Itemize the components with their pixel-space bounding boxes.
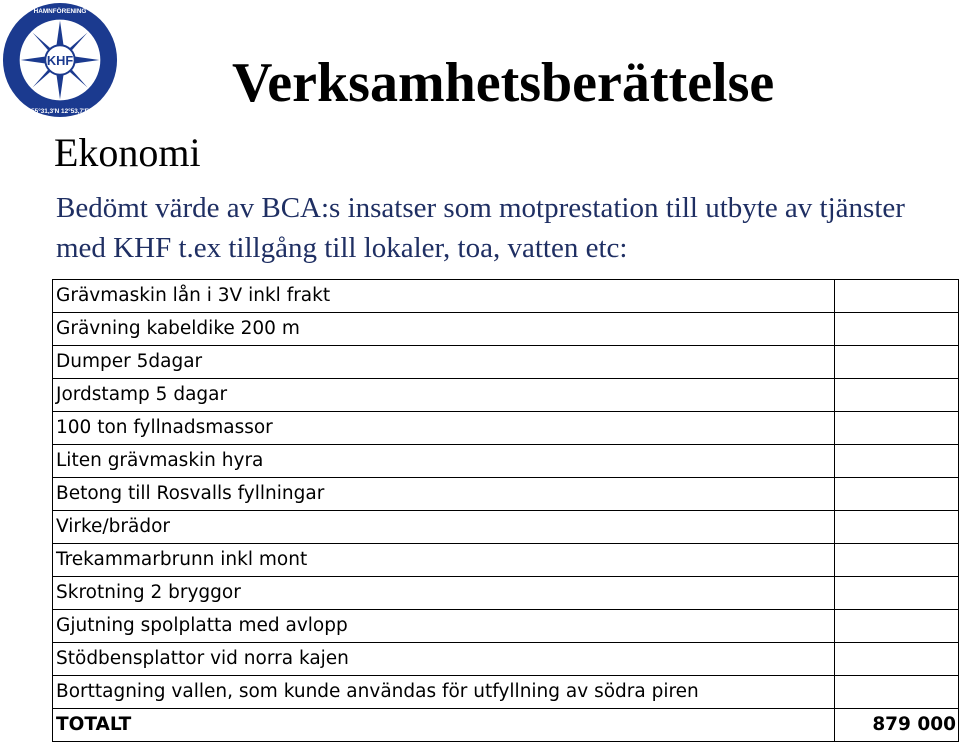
intro-text: Bedömt värde av BCA:s insatser som motprestation till utbyte av tjänster med KHF t.ex tillgång till lokaler, toa, vatten etc:	[56, 192, 905, 264]
value-cell	[835, 610, 959, 643]
total-label: TOTALT	[53, 709, 835, 742]
total-value: 879 000	[835, 709, 959, 742]
item-cell: Borttagning vallen, som kunde användas för utfyllning av södra piren	[53, 676, 835, 709]
value-cell	[835, 478, 959, 511]
value-cell	[835, 544, 959, 577]
svg-text:55°31,3'N 12°53,7'E: 55°31,3'N 12°53,7'E	[31, 108, 89, 116]
value-cell	[835, 511, 959, 544]
value-cell	[835, 280, 959, 313]
item-cell: Virke/brädor	[53, 511, 835, 544]
table-row	[53, 445, 959, 478]
item-cell: Gjutning spolplatta med avlopp	[53, 610, 835, 643]
value-cell	[835, 445, 959, 478]
value-cell	[835, 313, 959, 346]
table-row	[53, 379, 959, 412]
table-row	[53, 610, 959, 643]
item-cell: 100 ton fyllnadsmassor	[53, 412, 835, 445]
section-heading: Ekonomi	[54, 130, 201, 175]
value-cell	[835, 676, 959, 709]
table-row	[53, 280, 959, 313]
table-row	[53, 478, 959, 511]
item-cell: Grävmaskin lån i 3V inkl frakt	[53, 280, 835, 313]
table-row	[53, 313, 959, 346]
item-cell: Betong till Rosvalls fyllningar	[53, 478, 835, 511]
item-cell: Jordstamp 5 dagar	[53, 379, 835, 412]
cost-table	[52, 279, 959, 742]
table-row	[53, 412, 959, 445]
item-cell: Liten grävmaskin hyra	[53, 445, 835, 478]
item-cell: Trekammarbrunn inkl mont	[53, 544, 835, 577]
value-cell	[835, 577, 959, 610]
value-cell	[835, 412, 959, 445]
table-row	[53, 577, 959, 610]
table-row	[53, 643, 959, 676]
table-row	[53, 346, 959, 379]
table-row	[53, 511, 959, 544]
value-cell	[835, 379, 959, 412]
value-cell	[835, 346, 959, 379]
svg-text:KHF: KHF	[46, 52, 74, 68]
item-cell: Grävning kabeldike 200 m	[53, 313, 835, 346]
item-cell: Dumper 5dagar	[53, 346, 835, 379]
table-row	[53, 544, 959, 577]
table-row	[53, 676, 959, 709]
khf-logo	[1, 1, 119, 119]
item-cell: Skrotning 2 bryggor	[53, 577, 835, 610]
page-title: Verksamhetsberättelse	[232, 52, 775, 114]
svg-text:HAMNFÖRENING: HAMNFÖRENING	[33, 7, 87, 15]
item-cell: Stödbensplattor vid norra kajen	[53, 643, 835, 676]
value-cell	[835, 643, 959, 676]
